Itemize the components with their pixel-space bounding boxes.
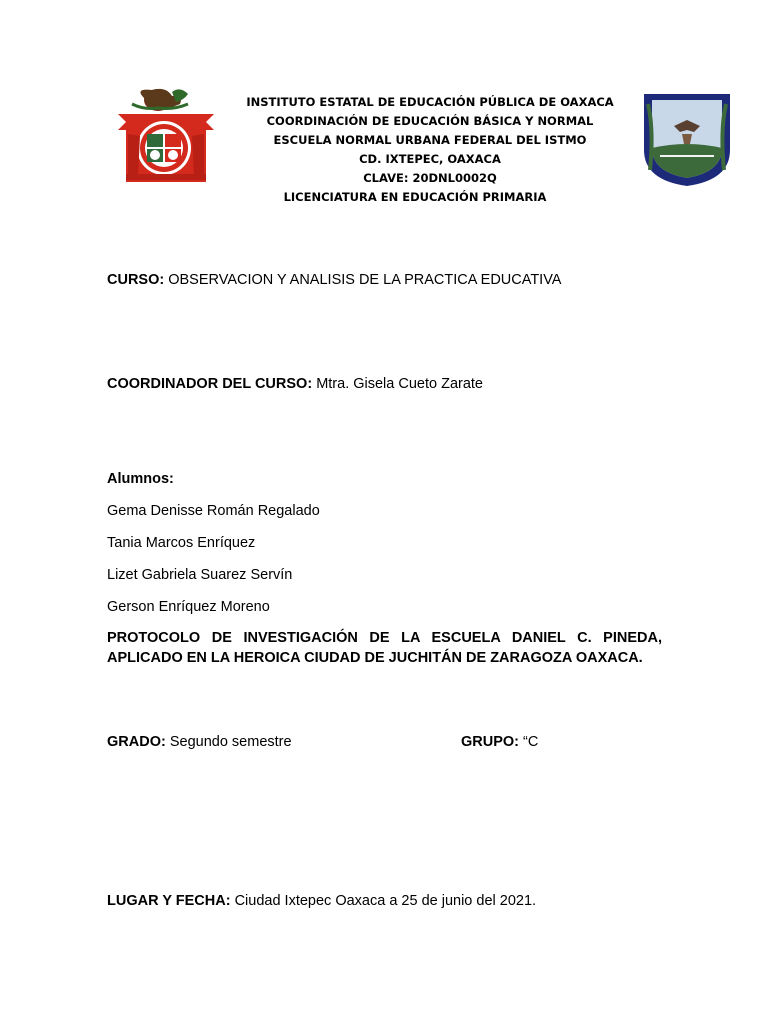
- course-label: CURSO:: [107, 272, 165, 288]
- student-name: Gerson Enríquez Moreno: [107, 599, 270, 615]
- school-shield-logo: [640, 90, 734, 188]
- course-line: [107, 272, 561, 288]
- group-line: [461, 734, 538, 750]
- place-date-line: [107, 893, 536, 909]
- coordinator-value: Mtra. Gisela Cueto Zarate: [316, 376, 484, 392]
- shield-icon: [640, 90, 734, 188]
- group-value: “C: [523, 734, 539, 750]
- students-label: [107, 471, 174, 487]
- header-line: LICENCIATURA EN EDUCACIÓN PRIMARIA: [283, 190, 547, 204]
- header-line: ESCUELA NORMAL URBANA FEDERAL DEL ISTMO: [273, 133, 587, 147]
- coordinator-label: COORDINADOR DEL CURSO:: [107, 376, 313, 392]
- grade-line: [107, 734, 292, 750]
- students-heading: Alumnos:: [107, 471, 174, 487]
- institution-header: [200, 93, 660, 207]
- grade-label: GRADO:: [107, 734, 166, 750]
- protocol-title: PROTOCOLO DE INVESTIGACIÓN DE LA ESCUELA DANIEL C. PINEDA, APLICADO EN LA HEROICA CIUDAD DE JUCHITÁN DE ZARAGOZA OAXACA.: [107, 630, 662, 666]
- header-line: COORDINACIÓN DE EDUCACIÓN BÁSICA Y NORMAL: [266, 114, 594, 128]
- group-label: GRUPO:: [461, 734, 519, 750]
- grade-value: Segundo semestre: [169, 734, 292, 750]
- header-line: CD. IXTEPEC, OAXACA: [359, 152, 501, 166]
- student-name: Tania Marcos Enríquez: [107, 535, 256, 551]
- coordinator-line: [107, 376, 483, 392]
- header-line: CLAVE: 20DNL0002Q: [363, 171, 497, 185]
- student-name: Gema Denisse Román Regalado: [107, 503, 320, 519]
- course-value: OBSERVACION Y ANALISIS DE LA PRACTICA EDUCATIVA: [168, 272, 562, 288]
- place-date-label: LUGAR Y FECHA:: [107, 893, 231, 909]
- place-date-value: Ciudad Ixtepec Oaxaca a 25 de junio del 2021.: [234, 893, 537, 909]
- student-name: Lizet Gabriela Suarez Servín: [107, 567, 293, 583]
- header-line: INSTITUTO ESTATAL DE EDUCACIÓN PÚBLICA DE OAXACA: [246, 95, 614, 109]
